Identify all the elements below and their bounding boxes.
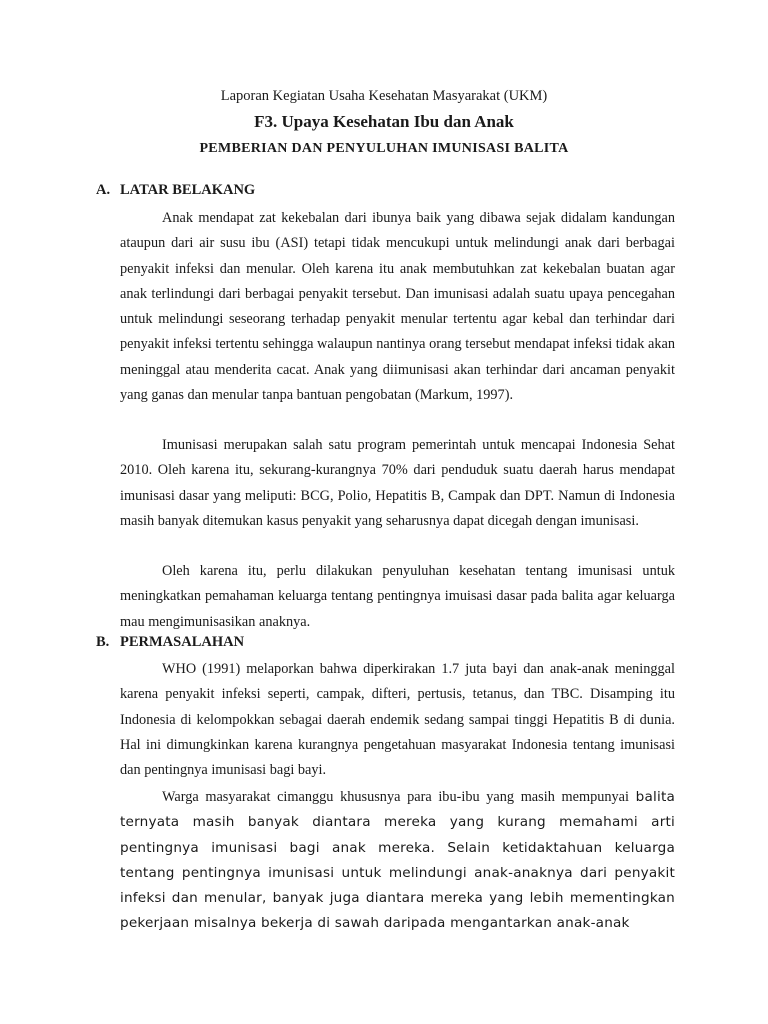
section-a-letter: A.	[96, 182, 111, 198]
report-title: F3. Upaya Kesehatan Ibu dan Anak	[254, 112, 514, 131]
section-b-paragraph-2	[120, 785, 675, 937]
section-b-paragraph-1: WHO (1991) melaporkan bahwa diperkirakan 1.7 juta bayi dan anak-anak meninggal karena penyakit infeksi seperti, campak, difteri, pertusis, tetanus, dan TBC. Disamping itu Indonesia di kelompokkan sebagai daerah endemik sedang sampai tinggi Hepatitis B di dunia. Hal ini dimungkinkan karena kurangnya pengetahuan masyarakat Indonesia tentang imunisasi dan pentingnya imunisasi bagi bayi.	[120, 661, 675, 779]
section-b-paragraph-2-sans: balita ternyata masih banyak diantara mereka yang kurang memahami arti pentingnya imunisasi bagi anak mereka. Selain ketidaktahuan keluarga tentang pentingnya imunisasi untuk melindungi anak-anaknya dari penyakit infeksi dan menular, banyak juga diantara mereka yang lebih mementingkan pekerjaan misalnya bekerja di sawah daripada mengantarkan anak-anak	[120, 789, 675, 932]
section-a-title: LATAR BELAKANG	[120, 182, 256, 198]
section-a-paragraph-2: Imunisasi merupakan salah satu program pemerintah untuk mencapai Indonesia Sehat 2010. Oleh karena itu, sekurang-kurangnya 70% dari penduduk suatu daerah harus mendapat imunisasi dasar yang meliputi: BCG, Polio, Hepatitis B, Campak dan DPT. Namun di Indonesia masih banyak ditemukan kasus penyakit yang seharusnya dapat dicegah dengan imunisasi.	[120, 437, 675, 529]
section-b-paragraph-2-serif: Warga masyarakat cimanggu khususnya para ibu-ibu yang masih mempunyai	[162, 789, 629, 805]
report-subtitle: Laporan Kegiatan Usaha Kesehatan Masyarakat (UKM)	[220, 88, 548, 104]
section-a-heading	[96, 182, 255, 199]
section-a-paragraph-1: Anak mendapat zat kekebalan dari ibunya baik yang dibawa sejak didalam kandungan ataupun dari air susu ibu (ASI) tetapi tidak mencukupi untuk melindungi anak dari berbagai penyakit infeksi dan menular. Oleh karena itu anak membutuhkan zat kekebalan buatan agar anak terlindungi dari berbagai penyakit tersebut. Dan imunisasi adalah suatu upaya pencegahan untuk melindungi seseorang terhadap penyakit menular tertentu agar kebal dan terhindar dari penyakit infeksi tertentu sehingga walaupun nantinya orang tersebut mendapat infeksi tidak akan meninggal atau menderita cacat. Anak yang diimunisasi akan terhindar dari ancaman penyakit yang ganas dan menular tanpa bantuan pengobatan (Markum, 1997).	[120, 210, 675, 404]
section-a-paragraph-3: Oleh karena itu, perlu dilakukan penyuluhan kesehatan tentang imunisasi untuk meningkatkan pemahaman keluarga tentang pentingnya imuisasi dasar pada balita agar keluarga mau mengimunisasikan anaknya.	[120, 563, 675, 630]
section-b-title: PERMASALAHAN	[120, 634, 245, 650]
section-b-heading	[96, 634, 244, 651]
section-b-letter: B.	[96, 634, 110, 650]
report-topic: PEMBERIAN DAN PENYULUHAN IMUNISASI BALITA	[199, 141, 569, 156]
